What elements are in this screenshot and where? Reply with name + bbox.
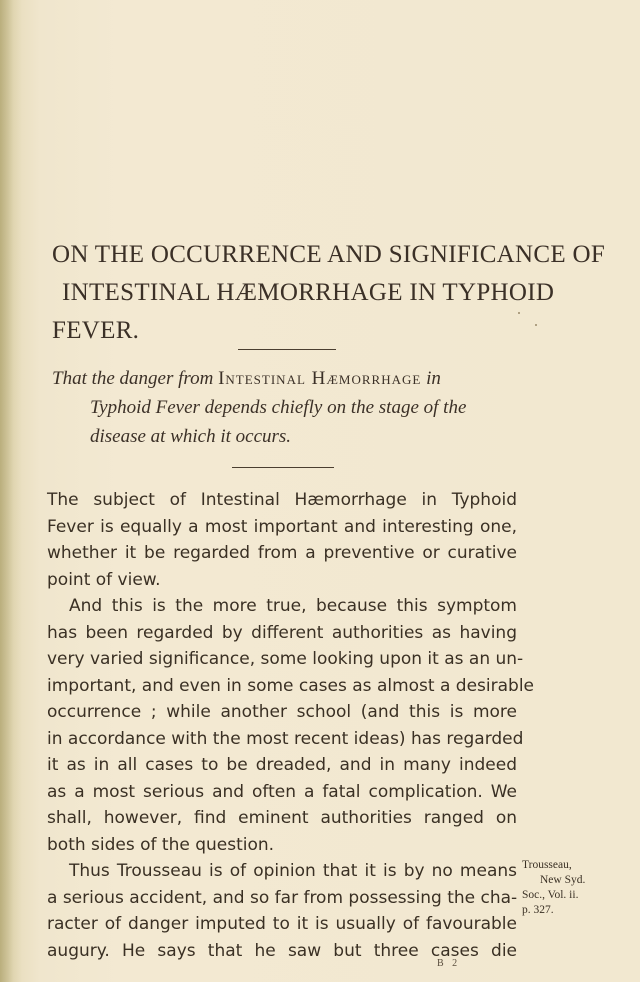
- body-line: And this is the more true, because this symptom: [69, 596, 517, 616]
- thesis-divider: [232, 467, 334, 468]
- thesis-line-1-b: in: [421, 368, 441, 389]
- title-line-1: ON THE OCCURRENCE AND SIGNIFICANCE OF: [52, 241, 606, 268]
- body-line: shall, however, find eminent authorities ranged on: [47, 808, 517, 828]
- signature-mark: B 2: [437, 958, 461, 969]
- paper-speck: [535, 324, 537, 326]
- title-line-3: FEVER.: [52, 317, 140, 344]
- body-line: both sides of the question.: [47, 834, 275, 855]
- body-line: it as in all cases to be dreaded, and in many indeed: [47, 755, 517, 775]
- citation-line-2: New Syd.: [540, 874, 586, 886]
- chapter-title: [52, 236, 606, 350]
- thesis-line-1-a: That the danger from: [52, 368, 219, 389]
- body-line: important, and even in some cases as almost a desirable: [47, 675, 534, 696]
- book-gutter-shadow: [0, 0, 22, 982]
- body-line: point of view.: [47, 569, 161, 590]
- body-line: has been regarded by different authorities as having: [47, 622, 517, 643]
- body-line: a serious accident, and so far from possessing the cha-: [47, 887, 518, 908]
- body-line: in accordance with the most recent ideas) has regarded: [47, 728, 524, 749]
- body-text: [47, 487, 534, 964]
- body-line: whether it be regarded from a preventive or curative: [47, 543, 517, 563]
- body-line: racter of danger imputed to it is usually of favourable: [47, 914, 517, 934]
- title-line-2: INTESTINAL HÆMORRHAGE IN TYPHOID: [62, 279, 555, 306]
- citation-line-4: p. 327.: [522, 904, 554, 916]
- paper-speck: [518, 312, 520, 314]
- body-line: augury. He says that he saw but three cases die: [47, 940, 517, 961]
- body-line: as a most serious and often a fatal complication. We: [47, 781, 517, 802]
- thesis-line-1: [52, 364, 572, 393]
- thesis-small-caps: Intestinal Hæmorrhage: [218, 368, 422, 389]
- title-divider: [238, 349, 336, 350]
- body-line: Fever is equally a most important and interesting one,: [47, 516, 517, 537]
- margin-citation: [522, 858, 640, 918]
- body-line: Thus Trousseau is of opinion that it is by no means: [69, 861, 517, 881]
- body-line: very varied significance, some looking upon it as an un-: [47, 649, 524, 669]
- thesis-line-3: disease at which it occurs.: [90, 426, 292, 447]
- thesis-line-2: Typhoid Fever depends chiefly on the stage of the: [90, 397, 467, 418]
- chapter-thesis: [52, 364, 572, 451]
- citation-line-3: Soc., Vol. ii.: [522, 889, 579, 901]
- body-line: The subject of Intestinal Hæmorrhage in Typhoid: [47, 490, 517, 510]
- citation-line-1: Trousseau,: [522, 859, 572, 871]
- body-line: occurrence ; while another school (and this is more: [47, 702, 517, 722]
